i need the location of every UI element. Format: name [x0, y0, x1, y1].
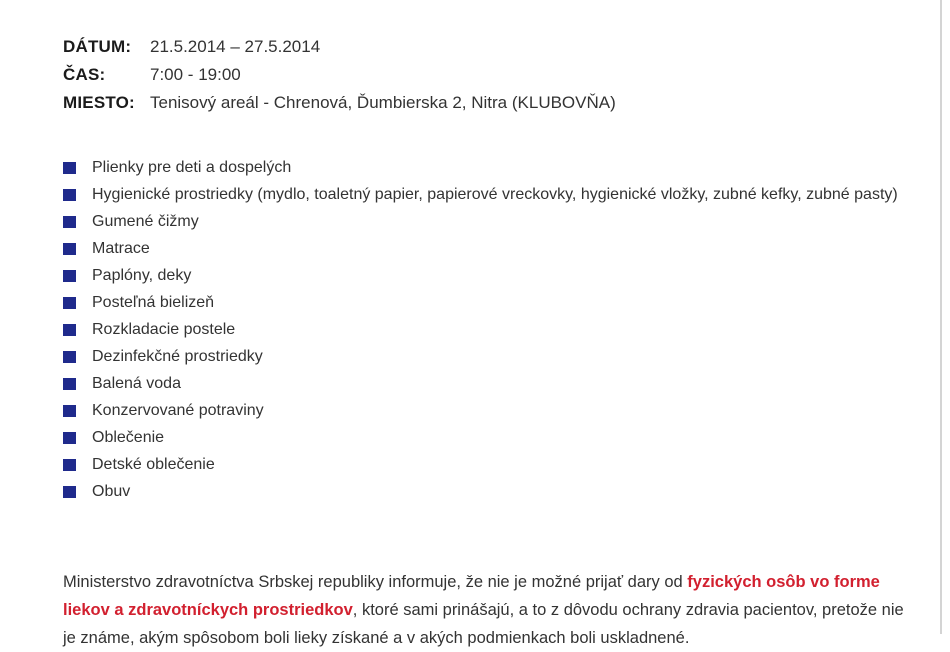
page-border — [940, 0, 942, 634]
time-row — [63, 61, 616, 89]
list-item-label: Balená voda — [92, 374, 181, 392]
date-value: 21.5.2014 – 27.5.2014 — [150, 37, 321, 56]
list-item-label: Oblečenie — [92, 428, 165, 446]
date-row — [63, 33, 616, 61]
notice-highlight: fyzických osôb vo forme liekov a zdravotníckych prostriedkov — [63, 572, 880, 619]
list-item — [63, 262, 898, 289]
square-bullet-icon — [63, 189, 76, 201]
square-bullet-icon — [63, 432, 76, 444]
ministry-notice — [63, 568, 908, 652]
list-item — [63, 208, 898, 235]
list-item-label: Matrace — [92, 239, 150, 257]
list-item — [63, 289, 898, 316]
list-item — [63, 343, 898, 370]
square-bullet-icon — [63, 243, 76, 255]
square-bullet-icon — [63, 405, 76, 417]
list-item-label: Obuv — [92, 482, 131, 500]
list-item — [63, 478, 898, 505]
time-value: 7:00 - 19:00 — [150, 65, 241, 84]
square-bullet-icon — [63, 486, 76, 498]
list-item-label: Paplóny, deky — [92, 266, 192, 284]
list-item-label: Rozkladacie postele — [92, 320, 236, 338]
date-label: DÁTUM: — [63, 37, 132, 56]
donation-items-list — [63, 154, 898, 505]
event-details — [63, 33, 616, 117]
list-item — [63, 370, 898, 397]
square-bullet-icon — [63, 270, 76, 282]
time-label: ČAS: — [63, 65, 106, 84]
square-bullet-icon — [63, 216, 76, 228]
square-bullet-icon — [63, 459, 76, 471]
list-item — [63, 316, 898, 343]
square-bullet-icon — [63, 297, 76, 309]
square-bullet-icon — [63, 162, 76, 174]
place-label: MIESTO: — [63, 93, 135, 112]
place-row — [63, 89, 616, 117]
list-item-label: Dezinfekčné prostriedky — [92, 347, 263, 365]
list-item — [63, 424, 898, 451]
square-bullet-icon — [63, 378, 76, 390]
notice-text-start: Ministerstvo zdravotníctva Srbskej republiky informuje, že nie je možné prijať dary od — [63, 572, 688, 591]
place-value: Tenisový areál - Chrenová, Ďumbierska 2, Nitra (KLUBOVŇA) — [150, 93, 616, 112]
list-item-label: Gumené čižmy — [92, 212, 199, 230]
list-item — [63, 235, 898, 262]
list-item — [63, 451, 898, 478]
list-item-label: Detské oblečenie — [92, 455, 215, 473]
list-item — [63, 154, 898, 181]
notice-text-end: , ktoré sami prinášajú, a to z dôvodu ochrany zdravia pacientov, pretože nie je známe, akým spôsobom boli lieky získané a v akých podmienkach boli uskladnené. — [63, 600, 904, 647]
list-item-label: Konzervované potraviny — [92, 401, 264, 419]
list-item — [63, 181, 898, 208]
list-item — [63, 397, 898, 424]
square-bullet-icon — [63, 351, 76, 363]
square-bullet-icon — [63, 324, 76, 336]
list-item-label: Hygienické prostriedky (mydlo, toaletný papier, papierové vreckovky, hygienické vložky, zubné kefky, zubné pasty) — [92, 185, 898, 203]
list-item-label: Plienky pre deti a dospelých — [92, 158, 292, 176]
list-item-label: Posteľná bielizeň — [92, 293, 215, 311]
